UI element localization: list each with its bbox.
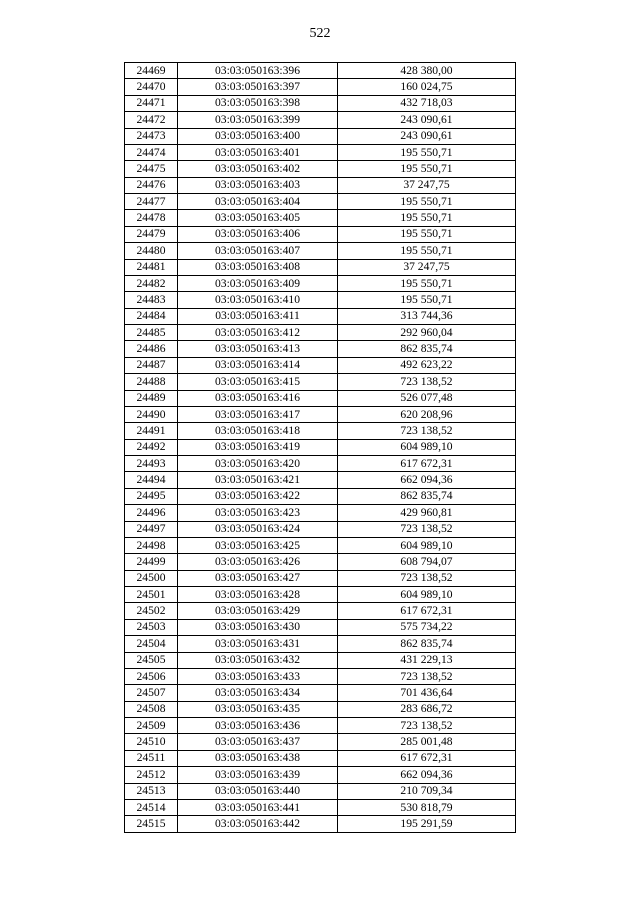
cadastral-value-cell: 723 138,52 — [338, 521, 516, 537]
cadastral-number-cell: 03:03:050163:402 — [178, 161, 338, 177]
row-number-cell: 24488 — [125, 374, 178, 390]
cadastral-number-cell: 03:03:050163:438 — [178, 750, 338, 766]
cadastral-number-cell: 03:03:050163:423 — [178, 505, 338, 521]
cadastral-value-cell: 432 718,03 — [338, 95, 516, 111]
table-row — [125, 570, 516, 586]
cadastral-value-table — [124, 62, 516, 833]
cadastral-number-cell: 03:03:050163:436 — [178, 718, 338, 734]
table-row — [125, 95, 516, 111]
row-number-cell: 24515 — [125, 816, 178, 832]
table-row — [125, 112, 516, 128]
cadastral-value-cell: 604 989,10 — [338, 537, 516, 553]
row-number-cell: 24506 — [125, 668, 178, 684]
row-number-cell: 24486 — [125, 341, 178, 357]
cadastral-number-cell: 03:03:050163:440 — [178, 783, 338, 799]
cadastral-value-cell: 195 550,71 — [338, 275, 516, 291]
table-row — [125, 423, 516, 439]
cadastral-number-cell: 03:03:050163:431 — [178, 636, 338, 652]
cadastral-value-cell: 862 835,74 — [338, 636, 516, 652]
table-row — [125, 668, 516, 684]
row-number-cell: 24485 — [125, 325, 178, 341]
table-row — [125, 488, 516, 504]
cadastral-value-cell: 283 686,72 — [338, 701, 516, 717]
cadastral-number-cell: 03:03:050163:405 — [178, 210, 338, 226]
cadastral-value-cell: 195 550,71 — [338, 226, 516, 242]
row-number-cell: 24472 — [125, 112, 178, 128]
page-number: 522 — [309, 26, 331, 41]
row-number-cell: 24512 — [125, 767, 178, 783]
cadastral-value-cell: 243 090,61 — [338, 112, 516, 128]
cadastral-value-cell: 723 138,52 — [338, 423, 516, 439]
table-row — [125, 325, 516, 341]
table-row — [125, 226, 516, 242]
table-row — [125, 275, 516, 291]
cadastral-value-cell: 37 247,75 — [338, 259, 516, 275]
row-number-cell: 24480 — [125, 243, 178, 259]
row-number-cell: 24491 — [125, 423, 178, 439]
cadastral-number-cell: 03:03:050163:426 — [178, 554, 338, 570]
cadastral-number-cell: 03:03:050163:408 — [178, 259, 338, 275]
table-row — [125, 767, 516, 783]
table-row — [125, 194, 516, 210]
cadastral-number-cell: 03:03:050163:441 — [178, 799, 338, 815]
cadastral-value-cell: 701 436,64 — [338, 685, 516, 701]
cadastral-value-cell: 195 550,71 — [338, 144, 516, 160]
row-number-cell: 24508 — [125, 701, 178, 717]
row-number-cell: 24482 — [125, 275, 178, 291]
row-number-cell: 24496 — [125, 505, 178, 521]
cadastral-number-cell: 03:03:050163:413 — [178, 341, 338, 357]
cadastral-value-cell: 723 138,52 — [338, 718, 516, 734]
row-number-cell: 24503 — [125, 619, 178, 635]
table-row — [125, 374, 516, 390]
cadastral-number-cell: 03:03:050163:401 — [178, 144, 338, 160]
cadastral-number-cell: 03:03:050163:419 — [178, 439, 338, 455]
cadastral-number-cell: 03:03:050163:403 — [178, 177, 338, 193]
cadastral-number-cell: 03:03:050163:412 — [178, 325, 338, 341]
table-row — [125, 799, 516, 815]
cadastral-number-cell: 03:03:050163:435 — [178, 701, 338, 717]
cadastral-value-cell: 608 794,07 — [338, 554, 516, 570]
cadastral-number-cell: 03:03:050163:420 — [178, 456, 338, 472]
table-row — [125, 734, 516, 750]
cadastral-value-cell: 313 744,36 — [338, 308, 516, 324]
cadastral-number-cell: 03:03:050163:411 — [178, 308, 338, 324]
cadastral-number-cell: 03:03:050163:437 — [178, 734, 338, 750]
row-number-cell: 24470 — [125, 79, 178, 95]
table-row — [125, 128, 516, 144]
table-row — [125, 210, 516, 226]
table-row — [125, 357, 516, 373]
table-row — [125, 603, 516, 619]
table-row — [125, 79, 516, 95]
table-row — [125, 439, 516, 455]
row-number-cell: 24474 — [125, 144, 178, 160]
cadastral-number-cell: 03:03:050163:442 — [178, 816, 338, 832]
row-number-cell: 24481 — [125, 259, 178, 275]
cadastral-value-cell: 428 380,00 — [338, 63, 516, 79]
cadastral-number-cell: 03:03:050163:416 — [178, 390, 338, 406]
row-number-cell: 24476 — [125, 177, 178, 193]
row-number-cell: 24490 — [125, 406, 178, 422]
cadastral-value-cell: 723 138,52 — [338, 374, 516, 390]
cadastral-value-cell: 429 960,81 — [338, 505, 516, 521]
table-row — [125, 783, 516, 799]
cadastral-value-cell: 617 672,31 — [338, 603, 516, 619]
table-row — [125, 308, 516, 324]
row-number-cell: 24513 — [125, 783, 178, 799]
cadastral-number-cell: 03:03:050163:399 — [178, 112, 338, 128]
row-number-cell: 24477 — [125, 194, 178, 210]
table-body — [125, 63, 516, 833]
cadastral-number-cell: 03:03:050163:397 — [178, 79, 338, 95]
cadastral-number-cell: 03:03:050163:404 — [178, 194, 338, 210]
cadastral-value-cell: 526 077,48 — [338, 390, 516, 406]
row-number-cell: 24484 — [125, 308, 178, 324]
row-number-cell: 24501 — [125, 587, 178, 603]
table-row — [125, 63, 516, 79]
table-row — [125, 341, 516, 357]
table-row — [125, 406, 516, 422]
cadastral-number-cell: 03:03:050163:418 — [178, 423, 338, 439]
row-number-cell: 24498 — [125, 537, 178, 553]
cadastral-number-cell: 03:03:050163:414 — [178, 357, 338, 373]
cadastral-number-cell: 03:03:050163:429 — [178, 603, 338, 619]
table-row — [125, 554, 516, 570]
cadastral-number-cell: 03:03:050163:422 — [178, 488, 338, 504]
cadastral-value-cell: 285 001,48 — [338, 734, 516, 750]
row-number-cell: 24489 — [125, 390, 178, 406]
table-row — [125, 390, 516, 406]
table-row — [125, 537, 516, 553]
cadastral-value-cell: 210 709,34 — [338, 783, 516, 799]
table-row — [125, 259, 516, 275]
cadastral-value-cell: 292 960,04 — [338, 325, 516, 341]
row-number-cell: 24502 — [125, 603, 178, 619]
table-row — [125, 456, 516, 472]
cadastral-number-cell: 03:03:050163:398 — [178, 95, 338, 111]
cadastral-value-cell: 575 734,22 — [338, 619, 516, 635]
cadastral-value-cell: 617 672,31 — [338, 456, 516, 472]
cadastral-value-cell: 195 550,71 — [338, 292, 516, 308]
table-row — [125, 505, 516, 521]
cadastral-value-cell: 530 818,79 — [338, 799, 516, 815]
cadastral-number-cell: 03:03:050163:432 — [178, 652, 338, 668]
table-row — [125, 177, 516, 193]
cadastral-value-cell: 492 623,22 — [338, 357, 516, 373]
row-number-cell: 24495 — [125, 488, 178, 504]
row-number-cell: 24500 — [125, 570, 178, 586]
cadastral-value-cell: 604 989,10 — [338, 587, 516, 603]
row-number-cell: 24514 — [125, 799, 178, 815]
table-row — [125, 718, 516, 734]
cadastral-value-cell: 662 094,36 — [338, 472, 516, 488]
table-row — [125, 685, 516, 701]
cadastral-value-cell: 195 550,71 — [338, 161, 516, 177]
cadastral-number-cell: 03:03:050163:409 — [178, 275, 338, 291]
cadastral-number-cell: 03:03:050163:415 — [178, 374, 338, 390]
cadastral-number-cell: 03:03:050163:410 — [178, 292, 338, 308]
cadastral-value-cell: 723 138,52 — [338, 668, 516, 684]
table-row — [125, 161, 516, 177]
table-row — [125, 750, 516, 766]
cadastral-number-cell: 03:03:050163:434 — [178, 685, 338, 701]
table-row — [125, 701, 516, 717]
row-number-cell: 24475 — [125, 161, 178, 177]
cadastral-value-cell: 862 835,74 — [338, 341, 516, 357]
cadastral-value-cell: 604 989,10 — [338, 439, 516, 455]
row-number-cell: 24504 — [125, 636, 178, 652]
cadastral-value-cell: 195 550,71 — [338, 210, 516, 226]
cadastral-value-cell: 160 024,75 — [338, 79, 516, 95]
cadastral-number-cell: 03:03:050163:421 — [178, 472, 338, 488]
row-number-cell: 24505 — [125, 652, 178, 668]
cadastral-value-cell: 431 229,13 — [338, 652, 516, 668]
row-number-cell: 24499 — [125, 554, 178, 570]
cadastral-number-cell: 03:03:050163:433 — [178, 668, 338, 684]
table-row — [125, 521, 516, 537]
row-number-cell: 24497 — [125, 521, 178, 537]
row-number-cell: 24509 — [125, 718, 178, 734]
row-number-cell: 24473 — [125, 128, 178, 144]
cadastral-number-cell: 03:03:050163:407 — [178, 243, 338, 259]
table-row — [125, 144, 516, 160]
cadastral-number-cell: 03:03:050163:417 — [178, 406, 338, 422]
row-number-cell: 24510 — [125, 734, 178, 750]
cadastral-number-cell: 03:03:050163:396 — [178, 63, 338, 79]
cadastral-number-cell: 03:03:050163:430 — [178, 619, 338, 635]
row-number-cell: 24469 — [125, 63, 178, 79]
cadastral-value-cell: 723 138,52 — [338, 570, 516, 586]
table-row — [125, 292, 516, 308]
row-number-cell: 24511 — [125, 750, 178, 766]
table-row — [125, 472, 516, 488]
cadastral-number-cell: 03:03:050163:406 — [178, 226, 338, 242]
cadastral-number-cell: 03:03:050163:424 — [178, 521, 338, 537]
row-number-cell: 24471 — [125, 95, 178, 111]
row-number-cell: 24483 — [125, 292, 178, 308]
cadastral-value-cell: 862 835,74 — [338, 488, 516, 504]
row-number-cell: 24487 — [125, 357, 178, 373]
cadastral-value-cell: 195 550,71 — [338, 243, 516, 259]
cadastral-number-cell: 03:03:050163:428 — [178, 587, 338, 603]
cadastral-value-cell: 662 094,36 — [338, 767, 516, 783]
cadastral-value-cell: 195 291,59 — [338, 816, 516, 832]
table-row — [125, 243, 516, 259]
cadastral-value-cell: 620 208,96 — [338, 406, 516, 422]
table-row — [125, 636, 516, 652]
cadastral-number-cell: 03:03:050163:427 — [178, 570, 338, 586]
cadastral-value-cell: 37 247,75 — [338, 177, 516, 193]
row-number-cell: 24493 — [125, 456, 178, 472]
row-number-cell: 24478 — [125, 210, 178, 226]
row-number-cell: 24494 — [125, 472, 178, 488]
cadastral-value-cell: 195 550,71 — [338, 194, 516, 210]
cadastral-value-cell: 617 672,31 — [338, 750, 516, 766]
table-row — [125, 587, 516, 603]
row-number-cell: 24507 — [125, 685, 178, 701]
row-number-cell: 24492 — [125, 439, 178, 455]
cadastral-number-cell: 03:03:050163:400 — [178, 128, 338, 144]
table-row — [125, 619, 516, 635]
cadastral-value-cell: 243 090,61 — [338, 128, 516, 144]
table-row — [125, 652, 516, 668]
row-number-cell: 24479 — [125, 226, 178, 242]
cadastral-number-cell: 03:03:050163:425 — [178, 537, 338, 553]
cadastral-number-cell: 03:03:050163:439 — [178, 767, 338, 783]
table-row — [125, 816, 516, 832]
